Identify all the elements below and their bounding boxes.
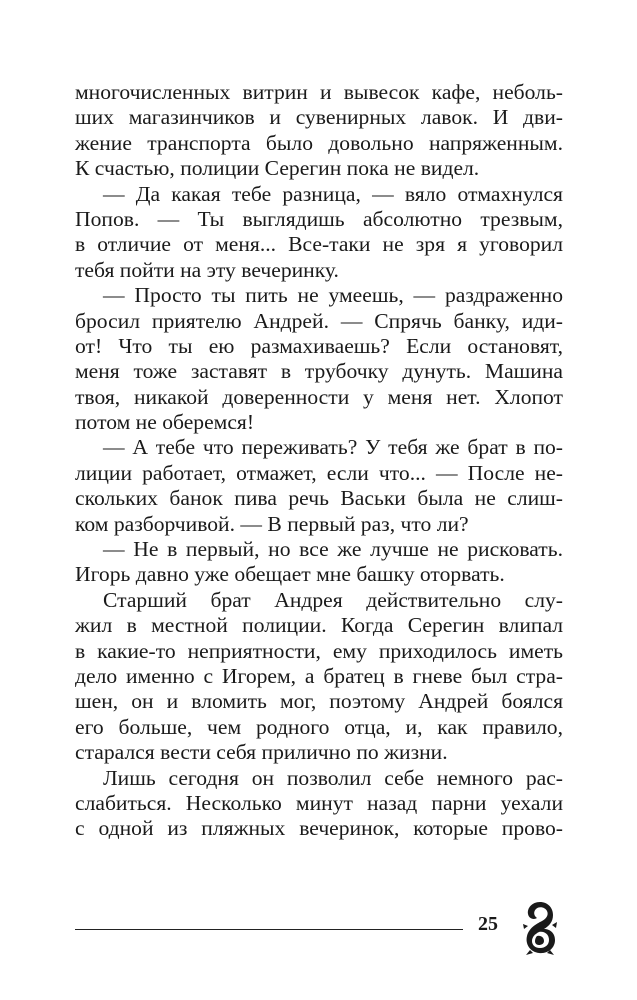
- page-number: 25: [478, 913, 498, 935]
- text-line: твоя, никакой доверенности у меня нет. Хлопот: [75, 384, 563, 409]
- text-line: старался вести себя прилично по жизни.: [75, 740, 448, 765]
- text-line: Лишь сегодня он позволил себе немного рас-: [103, 765, 563, 790]
- text-line: жил в местной полиции. Когда Серегин влипал: [75, 613, 563, 638]
- text-line: тебя пойти на эту вечеринку.: [75, 257, 339, 282]
- text-line: лиции работает, отмажет, если что... — После не-: [75, 460, 563, 485]
- text-line: с одной из пляжных вечеринок, которые прово-: [75, 816, 563, 841]
- text-line: шен, он и вломить мог, поэтому Андрей боялся: [75, 689, 563, 714]
- text-line: бросил приятелю Андрей. — Спрячь банку, иди-: [75, 308, 563, 333]
- text-line: жение транспорта было довольно напряженным.: [75, 130, 563, 155]
- text-line: К счастью, полиции Серегин пока не видел.: [75, 156, 480, 181]
- text-line: в отличие от меня... Все-таки не зря я уговорил: [75, 232, 563, 257]
- text-line: от! Что ты ею размахиваешь? Если остановят,: [75, 333, 563, 358]
- text-line: ком разборчивой. — В первый раз, что ли?: [75, 511, 469, 536]
- text-line: Попов. — Ты выглядишь абсолютно трезвым,: [75, 206, 563, 231]
- text-line: скольких банок пива речь Васьки была не слиш-: [75, 486, 563, 511]
- text-line: многочисленных витрин и вывесок кафе, неболь-: [75, 80, 563, 104]
- text-line: ших магазинчиков и сувенирных лавок. И дви-: [75, 105, 563, 130]
- text-line: в какие-то неприятности, ему приходилось иметь: [75, 638, 563, 663]
- body-text: [75, 80, 563, 842]
- text-line: — А тебе что переживать? У тебя же брат в по-: [103, 435, 563, 460]
- text-line: — Просто ты пить не умеешь, — раздраженно: [103, 283, 563, 308]
- text-line: Игорь давно уже обещает мне башку оторвать.: [75, 562, 505, 587]
- text-line: — Не в первый, но все же лучше не рисковать.: [103, 537, 563, 562]
- text-line: дело именно с Игорем, а братец в гневе был стра-: [75, 663, 563, 688]
- text-line: — Да какая тебе разница, — вяло отмахнулся: [103, 181, 563, 206]
- dragon-emblem-icon: [518, 898, 562, 956]
- footer-rule: [75, 929, 463, 930]
- text-line: слабиться. Несколько минут назад парни уехали: [75, 790, 563, 815]
- text-line: потом не оберемся!: [75, 410, 255, 435]
- text-line: Старший брат Андрея действительно слу-: [103, 587, 563, 612]
- text-line: меня тоже заставят в трубочку дунуть. Машина: [75, 359, 563, 384]
- text-line: его больше, чем родного отца, и, как правило,: [75, 714, 563, 739]
